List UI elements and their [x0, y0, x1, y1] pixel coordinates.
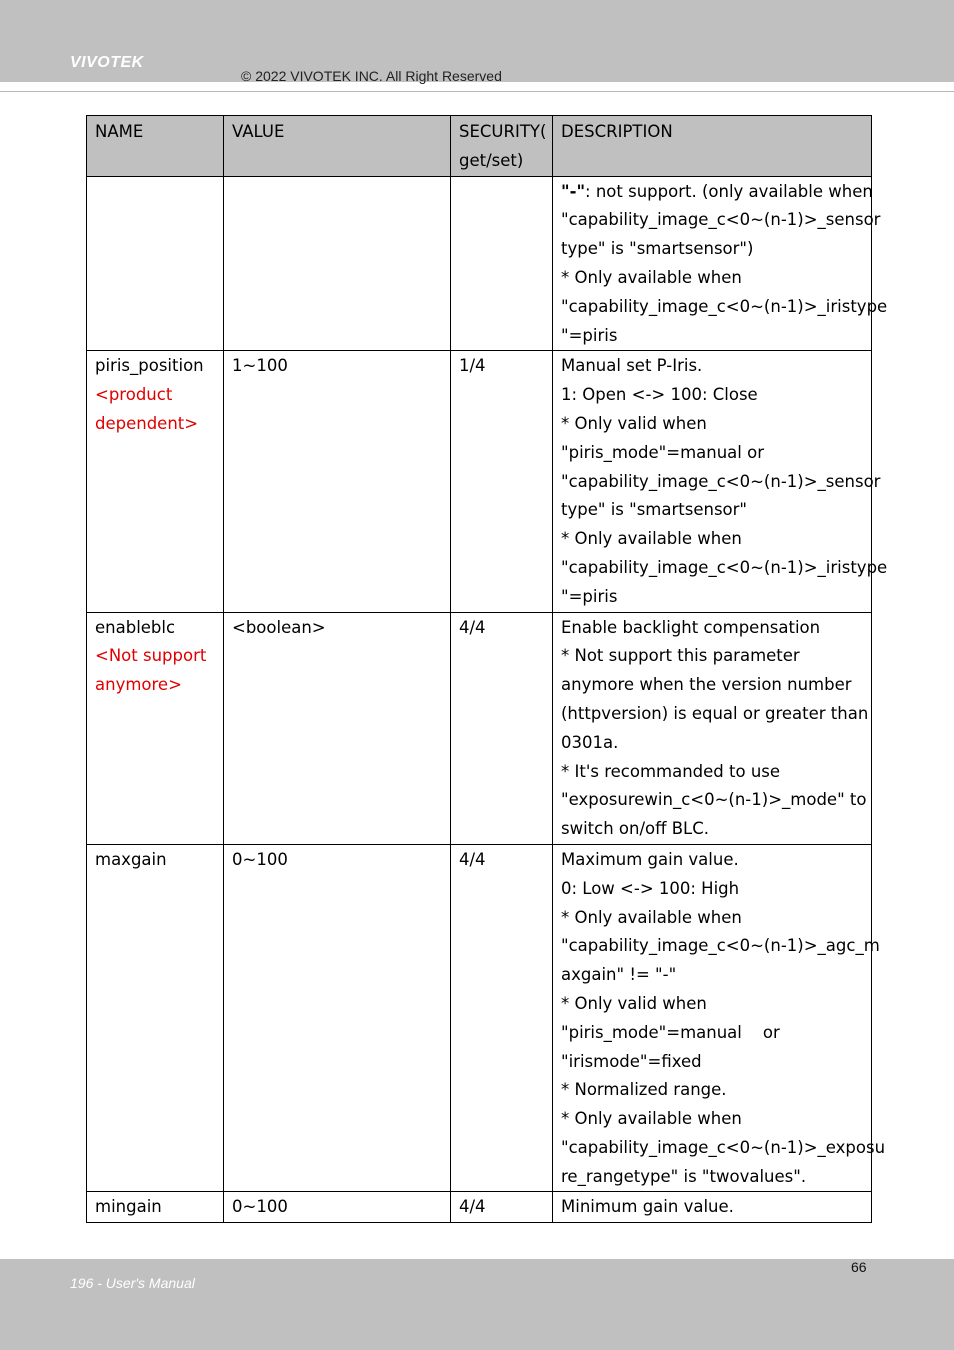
header-divider	[0, 91, 954, 92]
cell-value: 0~100	[224, 1192, 451, 1223]
param-name: piris_position	[95, 356, 204, 376]
parameter-table	[86, 115, 888, 1223]
cell-name	[87, 351, 224, 612]
desc-line: anymore when the version number	[561, 675, 852, 695]
param-note: <Not support	[95, 646, 207, 666]
param-note: anymore>	[95, 675, 182, 695]
desc-line: * Only available when	[561, 907, 742, 927]
column-header-security-line2: get/set)	[459, 150, 524, 170]
desc-line: * Not support this parameter	[561, 646, 800, 666]
table-header-row	[87, 116, 872, 177]
cell-security: 4/4	[451, 1192, 553, 1223]
param-name: enableblc	[95, 617, 176, 637]
desc-line: * Only valid when	[561, 413, 707, 433]
desc-line: 1: Open <-> 100: Close	[561, 385, 758, 405]
page-footer	[0, 1259, 954, 1350]
copyright-text: © 2022 VIVOTEK INC. All Right Reserved	[241, 68, 502, 84]
desc-line: (httpversion) is equal or greater than	[561, 703, 869, 723]
cell-name	[87, 176, 224, 351]
desc-line: re_rangetype" is "twovalues".	[561, 1166, 807, 1186]
desc-line: "capability_image_c<0~(n-1)>_iristype	[561, 557, 888, 577]
column-header-value: VALUE	[224, 116, 451, 177]
desc-line: Minimum gain value.	[561, 1197, 734, 1217]
table-row	[87, 351, 872, 612]
desc-line: "=piris	[561, 586, 618, 606]
table-row	[87, 176, 872, 351]
desc-bold-token: "-"	[561, 181, 586, 201]
cell-value: 0~100	[224, 844, 451, 1192]
desc-line: type" is "smartsensor")	[561, 239, 754, 259]
table-row	[87, 844, 872, 1192]
cell-value: <boolean>	[224, 612, 451, 844]
desc-line: "capability_image_c<0~(n-1)>_agc_m	[561, 936, 880, 956]
desc-line: 0301a.	[561, 732, 619, 752]
desc-line: * Only available when	[561, 529, 742, 549]
cell-security: 1/4	[451, 351, 553, 612]
desc-line: "capability_image_c<0~(n-1)>_exposu	[561, 1137, 886, 1157]
desc-line: type" is "smartsensor"	[561, 500, 748, 520]
cell-security	[451, 176, 553, 351]
desc-line: "capability_image_c<0~(n-1)>_iristype	[561, 296, 888, 316]
column-header-name: NAME	[87, 116, 224, 177]
column-header-security-line1: SECURITY(	[459, 122, 547, 141]
cell-name: maxgain	[87, 844, 224, 1192]
desc-line: * Only valid when	[561, 993, 707, 1013]
desc-text: : not support. (only available when	[585, 181, 873, 201]
table-row	[87, 612, 872, 844]
column-header-description: DESCRIPTION	[553, 116, 872, 177]
desc-line: * Only available when	[561, 267, 742, 287]
cell-value: 1~100	[224, 351, 451, 612]
desc-line: axgain" != "-"	[561, 965, 677, 985]
desc-line: "=piris	[561, 325, 618, 345]
column-header-security	[451, 116, 553, 177]
desc-line: "piris_mode"=manual or	[561, 442, 764, 462]
cell-description	[553, 844, 886, 1192]
cell-name: mingain	[87, 1192, 224, 1223]
cell-security: 4/4	[451, 612, 553, 844]
manual-page-label: 196 - User's Manual	[70, 1275, 195, 1291]
desc-line: "capability_image_c<0~(n-1)>_sensor	[561, 210, 881, 230]
desc-line	[561, 178, 873, 207]
brand-logo: VIVOTEK	[70, 54, 144, 71]
desc-line: "exposurewin_c<0~(n-1)>_mode" to	[561, 790, 867, 810]
desc-line: Manual set P-Iris.	[561, 356, 703, 376]
desc-line: Enable backlight compensation	[561, 617, 821, 637]
desc-line: * It's recommanded to use	[561, 761, 781, 781]
param-note: dependent>	[95, 413, 199, 433]
page-number: 66	[851, 1259, 867, 1275]
desc-line: "piris_mode"=manual or	[561, 1022, 780, 1042]
cell-description	[553, 176, 888, 351]
desc-line: Maximum gain value.	[561, 849, 739, 869]
cell-value	[224, 176, 451, 351]
desc-line: "irismode"=fixed	[561, 1051, 702, 1071]
desc-line: 0: Low <-> 100: High	[561, 878, 740, 898]
table-row	[87, 1192, 872, 1223]
desc-line: * Normalized range.	[561, 1080, 727, 1100]
desc-line: "capability_image_c<0~(n-1)>_sensor	[561, 471, 881, 491]
cell-description	[553, 1192, 872, 1223]
cell-security: 4/4	[451, 844, 553, 1192]
cell-description	[553, 351, 888, 612]
desc-line: switch on/off BLC.	[561, 819, 710, 839]
cell-name	[87, 612, 224, 844]
param-note: <product	[95, 385, 173, 405]
desc-line: * Only available when	[561, 1109, 742, 1129]
cell-description	[553, 612, 872, 844]
